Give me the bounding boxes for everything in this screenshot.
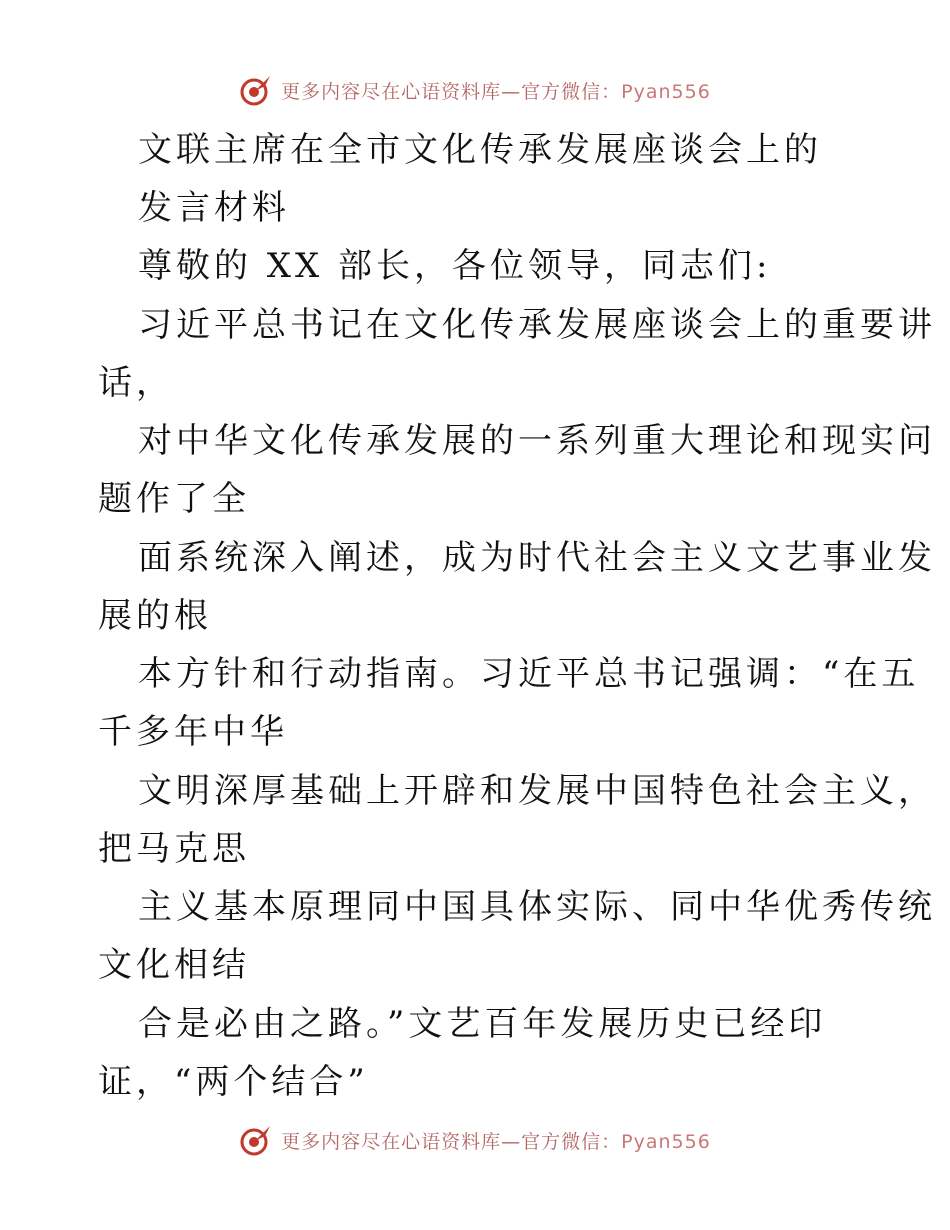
paragraph-line: 文化相结	[98, 945, 250, 985]
paragraph-line: 把马克思	[98, 829, 250, 869]
watermark-wechat-id: Pyan556	[621, 80, 711, 103]
paragraph-line: 题作了全	[98, 479, 250, 519]
title-line-2: 发言材料	[138, 188, 290, 228]
paragraph-line: 主义基本原理同中国具体实际、同中华优秀传统	[138, 887, 936, 927]
watermark-text: 更多内容尽在心语资料库—官方微信：Pyan556	[281, 80, 711, 103]
footer-watermark	[0, 1120, 950, 1160]
watermark-text: 更多内容尽在心语资料库—官方微信：Pyan556	[281, 1130, 711, 1153]
paragraph-line: 话，	[98, 363, 174, 403]
paragraph-line: 文明深厚基础上开辟和发展中国特色社会主义，	[138, 771, 936, 811]
quill-logo-icon	[239, 1123, 273, 1157]
paragraph-line: 展的根	[98, 596, 212, 636]
paragraph-line: 习近平总书记在文化传承发展座谈会上的重要讲	[138, 305, 936, 345]
title-line-1: 文联主席在全市文化传承发展座谈会上的	[138, 130, 822, 170]
paragraph-line: 合是必由之路。”文艺百年发展历史已经印	[138, 1004, 827, 1044]
paragraph-line: 千多年中华	[98, 712, 288, 752]
paragraph-line: 证，“两个结合”	[98, 1062, 369, 1102]
quill-logo-icon	[239, 73, 273, 107]
salutation: 尊敬的 XX 部长，各位领导，同志们:	[138, 246, 772, 286]
watermark-wechat-id: Pyan556	[621, 1130, 711, 1153]
paragraph-line: 面系统深入阐述，成为时代社会主义文艺事业发	[138, 538, 936, 578]
header-watermark	[0, 70, 950, 110]
paragraph-line: 对中华文化传承发展的一系列重大理论和现实问	[138, 421, 936, 461]
paragraph-line: 本方针和行动指南。习近平总书记强调：“在五	[138, 654, 920, 694]
